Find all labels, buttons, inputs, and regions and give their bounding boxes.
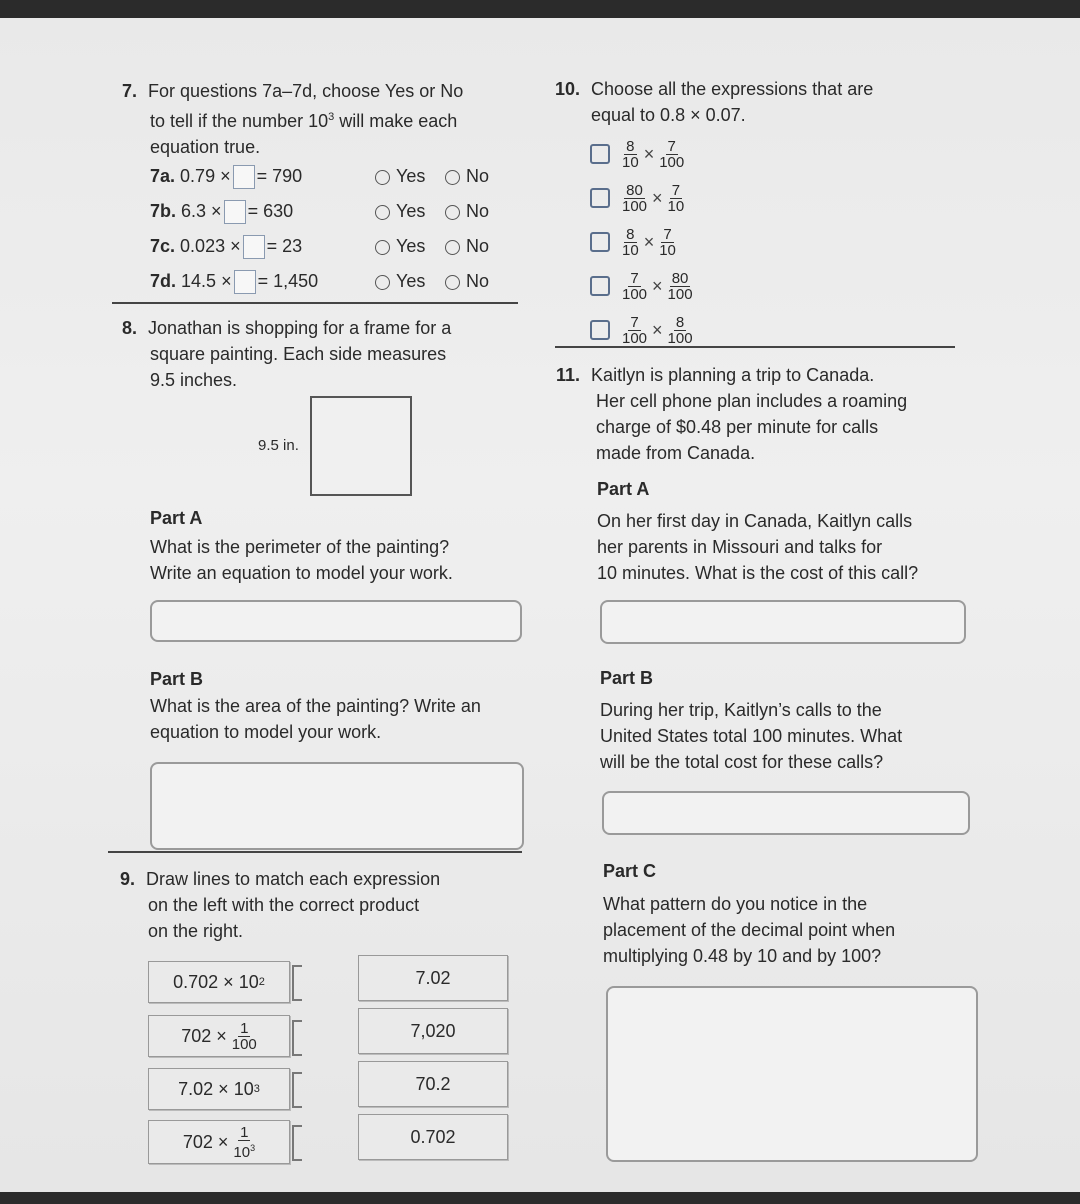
q11-partA-text: On her first day in Canada, Kaitlyn calls her parents in Missouri and talks for 10 minutes. What is the cost of this call? [597,511,919,583]
square-painting-figure [310,396,412,496]
fraction: $\frac{7}{100}$ [622,313,648,347]
square-side-label: 9.5 in. [258,437,299,454]
q9-right-product-1[interactable]: 7.02 [358,955,508,1001]
q7-number: 7. [122,81,138,101]
q7d-no[interactable]: No [445,268,489,294]
bracket-icon [292,1072,302,1108]
worksheet-page [0,18,1080,1192]
q9-right-product-4[interactable]: 0.702 [358,1114,508,1160]
q7-prompt: 7. For questions 7a–7d, choose Yes or No to tell if the number $10^3$ will make each equation true. [122,81,464,157]
q10-option-2[interactable]: $\frac{80}{100}$ × $\frac{7}{10}$ [590,176,693,220]
q7b-blank [224,200,246,224]
q7d-row: 7d. 14.5 × = 1,450 Yes No [150,268,520,303]
checkbox-icon[interactable] [590,144,610,164]
q9-left-expr-1[interactable]: 0.702 × 10 2 [148,961,290,1003]
radio-icon [375,170,390,185]
radio-icon [445,275,460,290]
q10-option-3[interactable]: $\frac{8}{10}$ × $\frac{7}{10}$ [590,220,693,264]
q8-number: 8. [122,318,138,338]
q7c-blank [243,235,265,259]
q10-option-5[interactable]: $\frac{7}{100}$ × $\frac{8}{100}$ [590,308,693,352]
q11-partA-title: Part A [597,479,650,499]
q7a-no[interactable]: No [445,163,489,189]
radio-icon [445,170,460,185]
fraction: $\frac{80}{100}$ [667,269,693,303]
q10-prompt: 10. Choose all the expressions that are equal to 0.8 × 0.07. [555,79,874,125]
q11-partC-text: What pattern do you notice in the placement of the decimal point when multiplying 0.48 by 10 and by 100? [603,894,896,966]
q8-partA-answer[interactable] [150,600,522,642]
q11-number: 11. [556,365,581,385]
q9-right-product-2[interactable]: 7,020 [358,1008,508,1054]
fraction: $\frac{1}{100}$ [231,1019,257,1053]
bracket-icon [292,1020,302,1056]
q7-items [150,163,520,303]
q10-options [590,132,693,352]
fraction: $\frac{7}{100}$ [622,269,648,303]
radio-icon [375,240,390,255]
q8-partB-title: Part B [150,669,204,689]
fraction: $\frac{7}{10}$ [667,181,685,215]
q8-partB-text: What is the area of the painting? Write an equation to model your work. [150,696,481,742]
q11-partB-text: During her trip, Kaitlyn’s calls to the United States total 100 minutes. What will be the total cost for these calls? [600,700,903,772]
radio-icon [445,240,460,255]
q8-partA-text: What is the perimeter of the painting? Write an equation to model your work. [150,537,453,583]
bracket-icon [292,1125,302,1161]
q9-left-expr-4[interactable]: 702 × $\frac{1}{10^3}$ [148,1120,290,1164]
q9-left-expr-3[interactable]: 7.02 × 10 3 [148,1068,290,1110]
radio-icon [375,275,390,290]
fraction: $\frac{80}{100}$ [622,181,648,215]
fraction: $\frac{8}{10}$ [622,137,639,171]
checkbox-icon[interactable] [590,188,610,208]
q10-option-4[interactable]: $\frac{7}{100}$ × $\frac{80}{100}$ [590,264,693,308]
q9-number: 9. [120,869,136,889]
divider [555,346,955,348]
q7a-blank [233,165,255,189]
checkbox-icon[interactable] [590,276,610,296]
q7c-row: 7c. 0.023 × = 23 Yes No [150,233,520,268]
q9-right-product-3[interactable]: 70.2 [358,1061,508,1107]
q11-partB-answer[interactable] [602,791,970,835]
q7b-row: 7b. 6.3 × = 630 Yes No [150,198,520,233]
q11-partA-answer[interactable] [600,600,966,644]
q9-left-expr-2[interactable]: 702 × $\frac{1}{100}$ [148,1015,290,1057]
divider [108,851,522,853]
q7c-yes[interactable]: Yes [375,233,425,259]
fraction: $\frac{8}{10}$ [622,225,639,259]
fraction: $\frac{8}{100}$ [667,313,693,347]
q11-prompt: 11. Kaitlyn is planning a trip to Canada. Her cell phone plan includes a roaming charge of $0.48 per minute for calls made from Canada. [556,365,908,463]
q10-number: 10. [555,79,581,99]
q10-option-1[interactable]: $\frac{8}{10}$ × $\frac{7}{100}$ [590,132,693,176]
checkbox-icon[interactable] [590,232,610,252]
fraction: $\frac{1}{10^3}$ [233,1123,256,1161]
q11-partC-title: Part C [603,861,657,881]
q7d-blank [234,270,256,294]
q7b-yes[interactable]: Yes [375,198,425,224]
divider [112,302,518,304]
checkbox-icon[interactable] [590,320,610,340]
q7a-yes[interactable]: Yes [375,163,425,189]
q8-partB-answer[interactable] [150,762,524,850]
q7b-no[interactable]: No [445,198,489,224]
q7a-row: 7a. 0.79 × = 790 Yes No [150,163,520,198]
q11-partC-answer[interactable] [606,986,978,1162]
q8-partA-title: Part A [150,508,203,528]
fraction: $\frac{7}{10}$ [659,225,676,259]
q9-prompt: 9. Draw lines to match each expression on the left with the correct product on the right. [120,869,441,941]
q7c-no[interactable]: No [445,233,489,259]
radio-icon [375,205,390,220]
q11-partB-title: Part B [600,668,654,688]
bracket-icon [292,965,302,1001]
fraction: $\frac{7}{100}$ [659,137,685,171]
radio-icon [445,205,460,220]
q8-prompt: 8. Jonathan is shopping for a frame for a square painting. Each side measures 9.5 inches. [122,318,452,390]
q7d-yes[interactable]: Yes [375,268,425,294]
